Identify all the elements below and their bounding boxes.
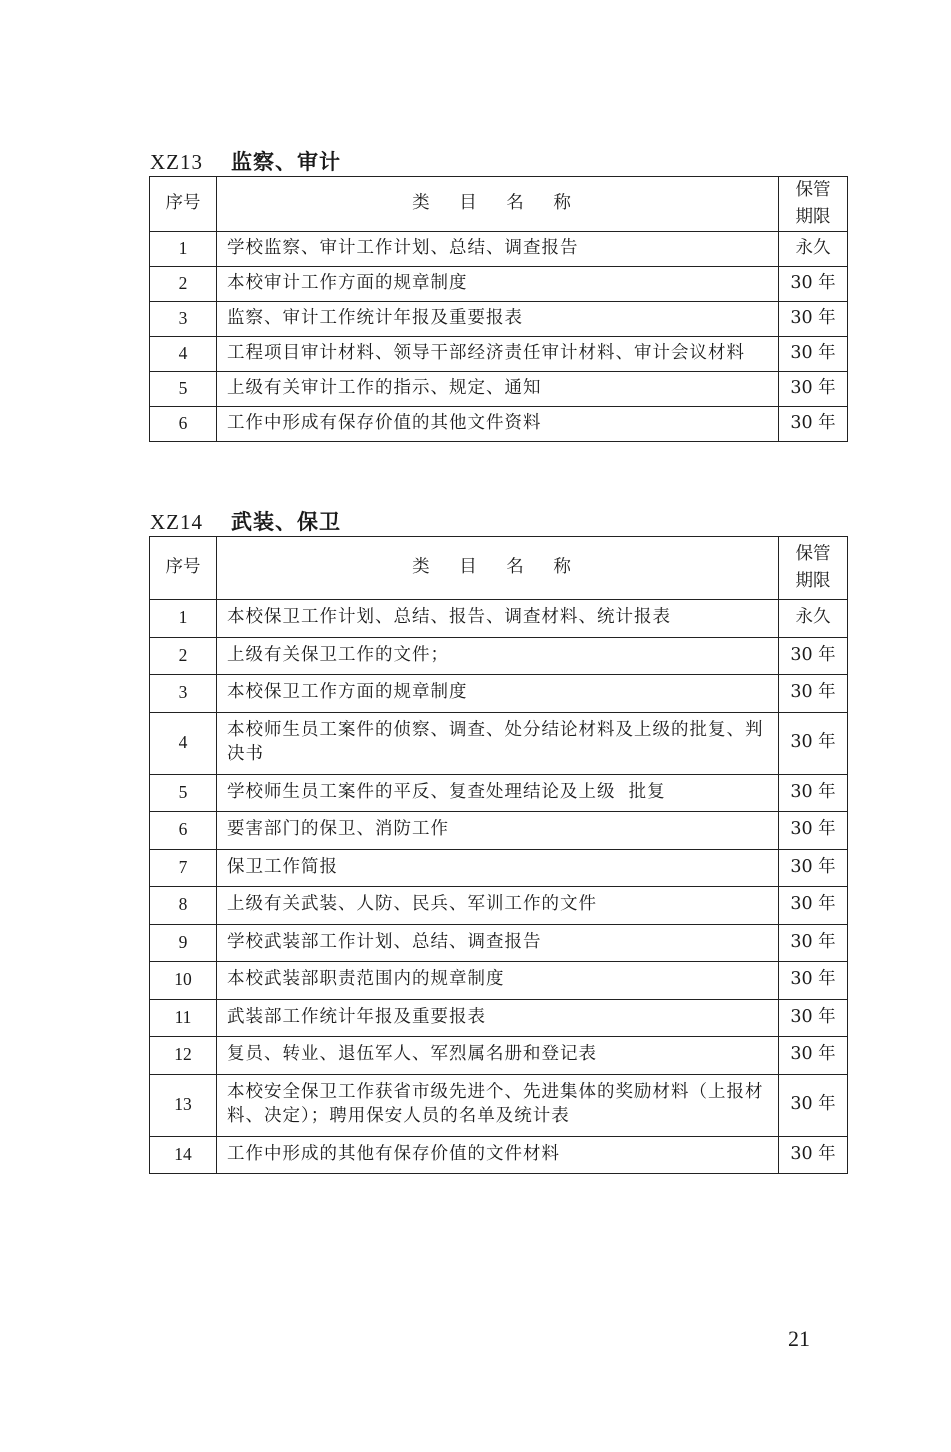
- row-num: 10: [150, 962, 217, 1000]
- row-num: 6: [150, 407, 217, 442]
- table-row: [150, 675, 848, 713]
- row-name: 工作中形成的其他有保存价值的文件材料: [217, 1136, 779, 1174]
- row-keep: 30 年: [779, 1074, 848, 1136]
- table-row: [150, 407, 848, 442]
- row-name: 要害部门的保卫、消防工作: [217, 812, 779, 850]
- row-name: 本校保卫工作计划、总结、报告、调查材料、统计报表: [217, 600, 779, 638]
- row-num: 2: [150, 637, 217, 675]
- row-name: 上级有关保卫工作的文件；: [217, 637, 779, 675]
- header-keep: [779, 537, 848, 600]
- section-name: 武装、保卫: [231, 510, 341, 534]
- header-keep: [779, 177, 848, 232]
- row-num: 9: [150, 924, 217, 962]
- header-keep-line2: 期限: [795, 571, 831, 591]
- table-header-row: [150, 177, 848, 232]
- row-num: 4: [150, 337, 217, 372]
- row-keep: 30 年: [779, 712, 848, 774]
- table-row: [150, 924, 848, 962]
- row-name: 上级有关武装、人防、民兵、军训工作的文件: [217, 887, 779, 925]
- table-row: [150, 962, 848, 1000]
- table-row: [150, 999, 848, 1037]
- row-num: 2: [150, 267, 217, 302]
- row-keep: 30 年: [779, 999, 848, 1037]
- row-name: 本校安全保卫工作获省市级先进个、先进集体的奖励材料（上报材料、决定）；聘用保安人员的名单及统计表: [217, 1074, 779, 1136]
- row-name: 学校师生员工案件的平反、复查处理结论及上级 批复: [217, 774, 779, 812]
- table-row: [150, 1037, 848, 1075]
- section-title-xz13: [150, 146, 349, 176]
- row-num: 4: [150, 712, 217, 774]
- row-num: 12: [150, 1037, 217, 1075]
- row-num: 14: [150, 1136, 217, 1174]
- row-keep: 30 年: [779, 637, 848, 675]
- row-name: 工程项目审计材料、领导干部经济责任审计材料、审计会议材料: [217, 337, 779, 372]
- row-num: 5: [150, 774, 217, 812]
- row-name: 武装部工作统计年报及重要报表: [217, 999, 779, 1037]
- row-keep: 30 年: [779, 774, 848, 812]
- row-name: 工作中形成有保存价值的其他文件资料: [217, 407, 779, 442]
- header-name: 类 目 名 称: [217, 537, 779, 600]
- table-row: [150, 774, 848, 812]
- row-keep: 30 年: [779, 302, 848, 337]
- catalog-table-xz14: [149, 536, 848, 1174]
- row-num: 7: [150, 849, 217, 887]
- table-row: [150, 1136, 848, 1174]
- row-keep: 30 年: [779, 962, 848, 1000]
- row-name: 保卫工作简报: [217, 849, 779, 887]
- row-name: 本校武装部职责范围内的规章制度: [217, 962, 779, 1000]
- row-num: 11: [150, 999, 217, 1037]
- row-keep: 30 年: [779, 924, 848, 962]
- table-row: [150, 849, 848, 887]
- row-name: 复员、转业、退伍军人、军烈属名册和登记表: [217, 1037, 779, 1075]
- table-row: [150, 267, 848, 302]
- table-row: [150, 337, 848, 372]
- row-name: 学校监察、审计工作计划、总结、调查报告: [217, 232, 779, 267]
- row-num: 5: [150, 372, 217, 407]
- section-title-xz14: [150, 506, 349, 536]
- row-name: 本校师生员工案件的侦察、调查、处分结论材料及上级的批复、判决书: [217, 712, 779, 774]
- section-name: 监察、审计: [231, 150, 341, 174]
- table-row: [150, 302, 848, 337]
- header-keep-line1: 保管: [795, 543, 831, 564]
- row-name: 本校保卫工作方面的规章制度: [217, 675, 779, 713]
- row-keep: 30 年: [779, 267, 848, 302]
- row-keep: 30 年: [779, 812, 848, 850]
- table-row: [150, 600, 848, 638]
- table-row: [150, 712, 848, 774]
- row-num: 13: [150, 1074, 217, 1136]
- table-row: [150, 1074, 848, 1136]
- row-keep: 30 年: [779, 675, 848, 713]
- header-num: 序号: [150, 537, 217, 600]
- row-name: 学校武装部工作计划、总结、调查报告: [217, 924, 779, 962]
- row-num: 3: [150, 302, 217, 337]
- header-keep-line1: 保管: [795, 180, 831, 200]
- header-num: 序号: [150, 177, 217, 232]
- row-num: 1: [150, 232, 217, 267]
- row-name: 上级有关审计工作的指示、规定、通知: [217, 372, 779, 407]
- row-name: 本校审计工作方面的规章制度: [217, 267, 779, 302]
- header-keep-line2: 期限: [795, 207, 831, 228]
- row-keep: 30 年: [779, 407, 848, 442]
- row-keep: 30 年: [779, 1136, 848, 1174]
- page-number: 21: [788, 1326, 810, 1351]
- row-keep: 30 年: [779, 337, 848, 372]
- row-keep: 30 年: [779, 372, 848, 407]
- table-row: [150, 812, 848, 850]
- section-code: XZ14: [150, 510, 203, 534]
- row-name: 监察、审计工作统计年报及重要报表: [217, 302, 779, 337]
- table-row: [150, 887, 848, 925]
- row-keep: 永久: [779, 232, 848, 267]
- row-num: 8: [150, 887, 217, 925]
- row-num: 1: [150, 600, 217, 638]
- header-name: 类 目 名 称: [217, 177, 779, 232]
- row-keep: 30 年: [779, 1037, 848, 1075]
- table-header-row: [150, 537, 848, 600]
- row-num: 3: [150, 675, 217, 713]
- row-num: 6: [150, 812, 217, 850]
- table-row: [150, 232, 848, 267]
- table-row: [150, 372, 848, 407]
- catalog-table-xz13: [149, 176, 848, 442]
- row-keep: 永久: [779, 600, 848, 638]
- section-code: XZ13: [150, 150, 203, 174]
- row-keep: 30 年: [779, 887, 848, 925]
- table-row: [150, 637, 848, 675]
- row-keep: 30 年: [779, 849, 848, 887]
